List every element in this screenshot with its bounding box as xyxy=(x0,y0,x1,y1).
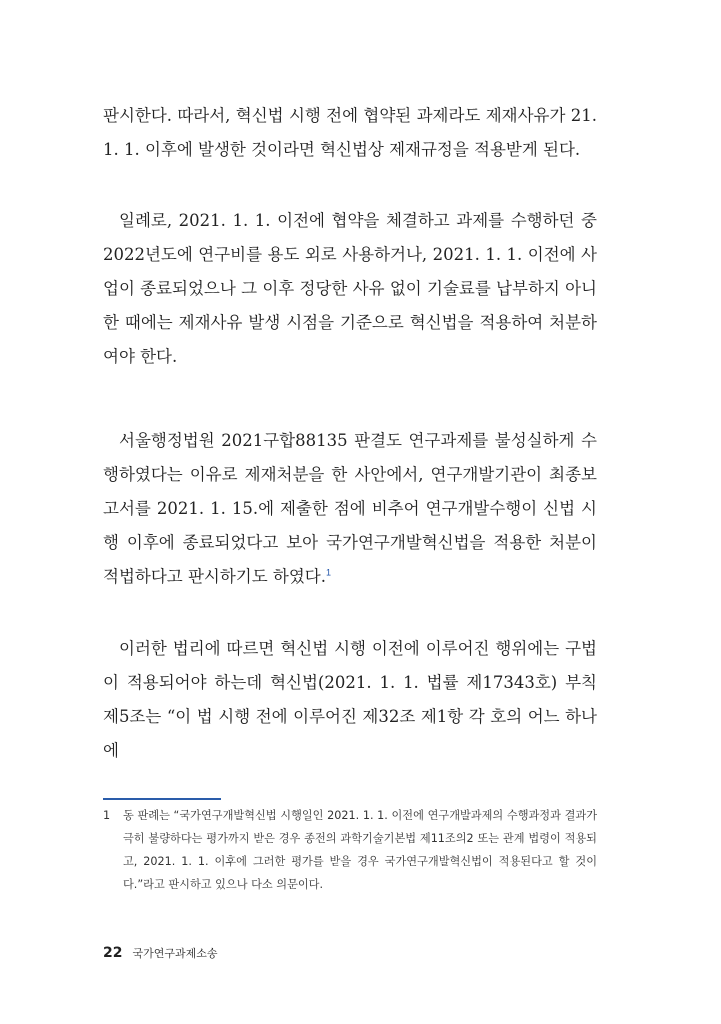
running-title: 국가연구과제소송 xyxy=(132,947,218,960)
paragraph-2 xyxy=(103,204,597,374)
page-footer xyxy=(103,945,218,961)
paragraph-4-text: 이러한 법리에 따르면 혁신법 시행 이전에 이루어진 행위에는 구법이 적용되어야 하는데 혁신법(2021. 1. 1. 법률 제17343호) 부칙 제5조는 “이 법 시행 전에 이루어진 제32조 제1항 각 호의 어느 하나에 xyxy=(103,639,597,760)
footnote-number: 1 xyxy=(103,809,111,822)
page-number: 22 xyxy=(103,945,123,961)
paragraph-3-text: 서울행정법원 2021구합88135 판결도 연구과제를 불성실하게 수행하였다는 이유로 제재처분을 한 사안에서, 연구개발기관이 최종보고서를 2021. 1. 15.에 제출한 점에 비추어 연구개발수행이 신법 시행 이후에 종료되었다고 보아 국가연구개발혁신법을 적용한 처분이 적법하다고 판시하기도 하였다. xyxy=(103,431,597,586)
paragraph-1-text: 판시한다. 따라서, 혁신법 시행 전에 협약된 과제라도 제재사유가 21. 1. 1. 이후에 발생한 것이라면 혁신법상 제재규정을 적용받게 된다. xyxy=(103,106,597,159)
footnote-divider xyxy=(103,798,221,800)
paragraph-2-text: 일례로, 2021. 1. 1. 이전에 협약을 체결하고 과제를 수행하던 중 2022년도에 연구비를 용도 외로 사용하거나, 2021. 1. 1. 이전에 사업이 종료되었으나 그 이후 정당한 사유 없이 기술료를 납부하지 아니한 때에는 제재사유 발생 시점을 기준으로 혁신법을 적용하여 처분하여야 한다. xyxy=(103,211,597,366)
paragraph-4 xyxy=(103,632,597,768)
paragraph-1 xyxy=(103,99,597,167)
footnote xyxy=(103,804,597,896)
paragraph-3-container xyxy=(103,424,597,594)
paragraph-3 xyxy=(103,424,597,594)
footnote-text: 동 판례는 “국가연구개발혁신법 시행일인 2021. 1. 1. 이전에 연구개발과제의 수행과정과 결과가 극히 불량하다는 평가까지 받은 경우 종전의 과학기술기본법 제11조의2 또는 관계 법령이 적용되고, 2021. 1. 1. 이후에 그러한 평가를 받을 경우 국가연구개발혁신법이 적용된다고 할 것이다.”라고 판시하고 있으나 다소 의문이다. xyxy=(123,809,597,891)
footnote-reference[interactable]: 1 xyxy=(325,567,331,578)
